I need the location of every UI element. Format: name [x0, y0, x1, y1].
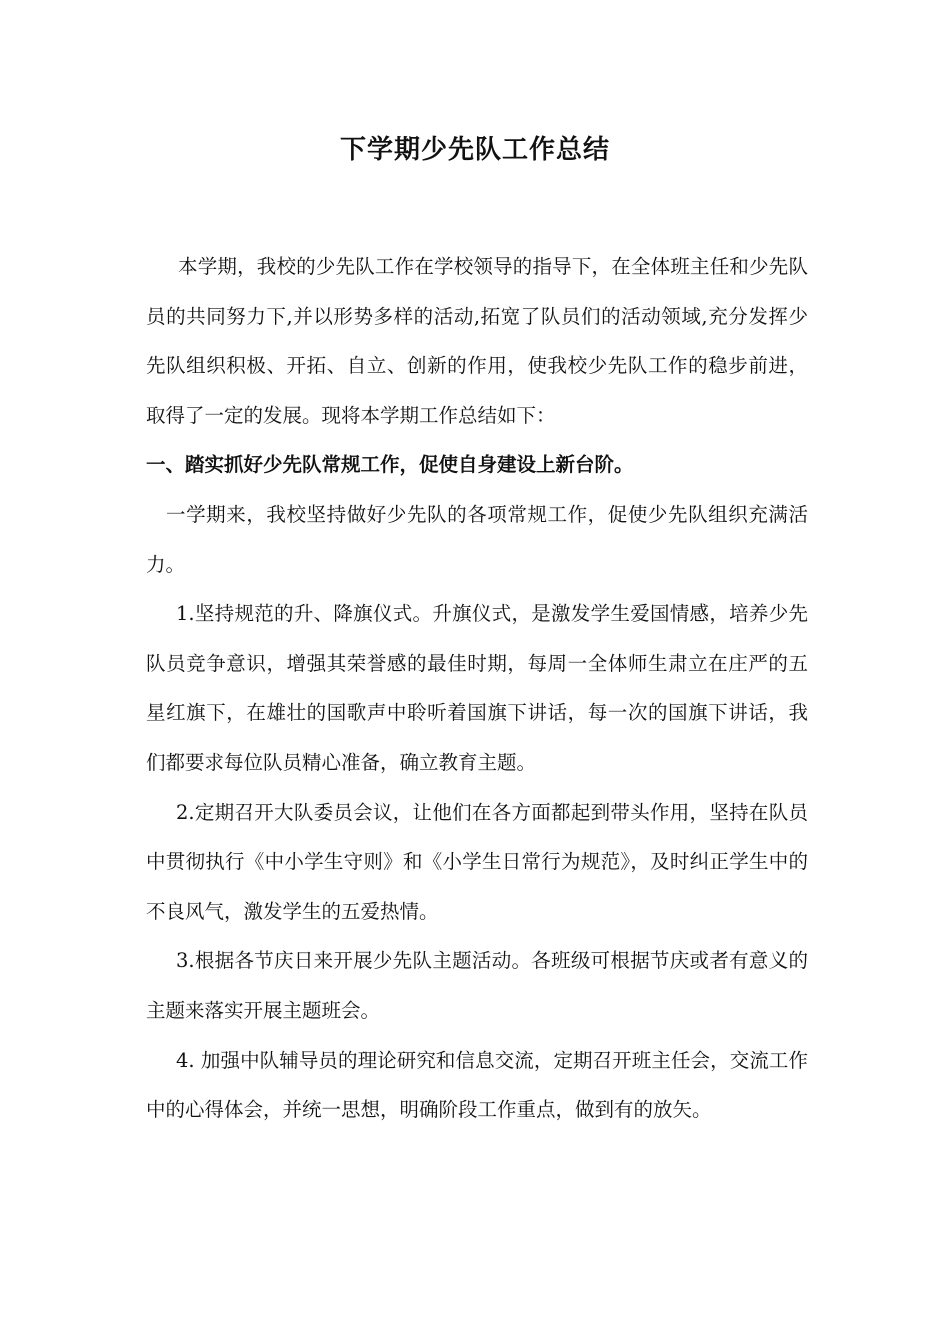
list-item-4: 4. 加强中队辅导员的理论研究和信息交流，定期召开班主任会，交流工作中的心得体会，并统一思想，明确阶段工作重点，做到有的放矢。: [146, 1048, 808, 1122]
list-item-1: 1.坚持规范的升、降旗仪式。升旗仪式，是激发学生爱国情感，培养少先队员竞争意识，增强其荣誉感的最佳时期，每周一全体师生肃立在庄严的五星红旗下，在雄壮的国歌声中聆听着国旗下讲话，每一次的国旗下讲话，我们都要求每位队员精心准备，确立教育主题。: [146, 602, 808, 774]
list-item-2: 2.定期召开大队委员会议，让他们在各方面都起到带头作用，坚持在队员中贯彻执行《中小学生守则》和《小学生日常行为规范》，及时纠正学生中的不良风气，激发学生的五爱热情。: [146, 800, 808, 923]
document-body: [146, 242, 808, 1135]
document-title: 下学期少先队工作总结: [339, 135, 610, 165]
section-heading-1: 一、踏实抓好少先队常规工作，促使自身建设上新台阶。: [146, 453, 634, 477]
section-lead-paragraph: 一学期来，我校坚持做好少先队的各项常规工作，促使少先队组织充满活力。: [146, 502, 808, 576]
intro-paragraph: 本学期，我校的少先队工作在学校领导的指导下，在全体班主任和少先队员的共同努力下,并以形势多样的活动,拓宽了队员们的活动领域,充分发挥少先队组织积极、开拓、自立、创新的作用，使我校少先队工作的稳步前进，取得了一定的发展。现将本学期工作总结如下：: [146, 255, 808, 427]
list-item-3: 3.根据各节庆日来开展少先队主题活动。各班级可根据节庆或者有意义的主题来落实开展主题班会。: [146, 949, 808, 1022]
